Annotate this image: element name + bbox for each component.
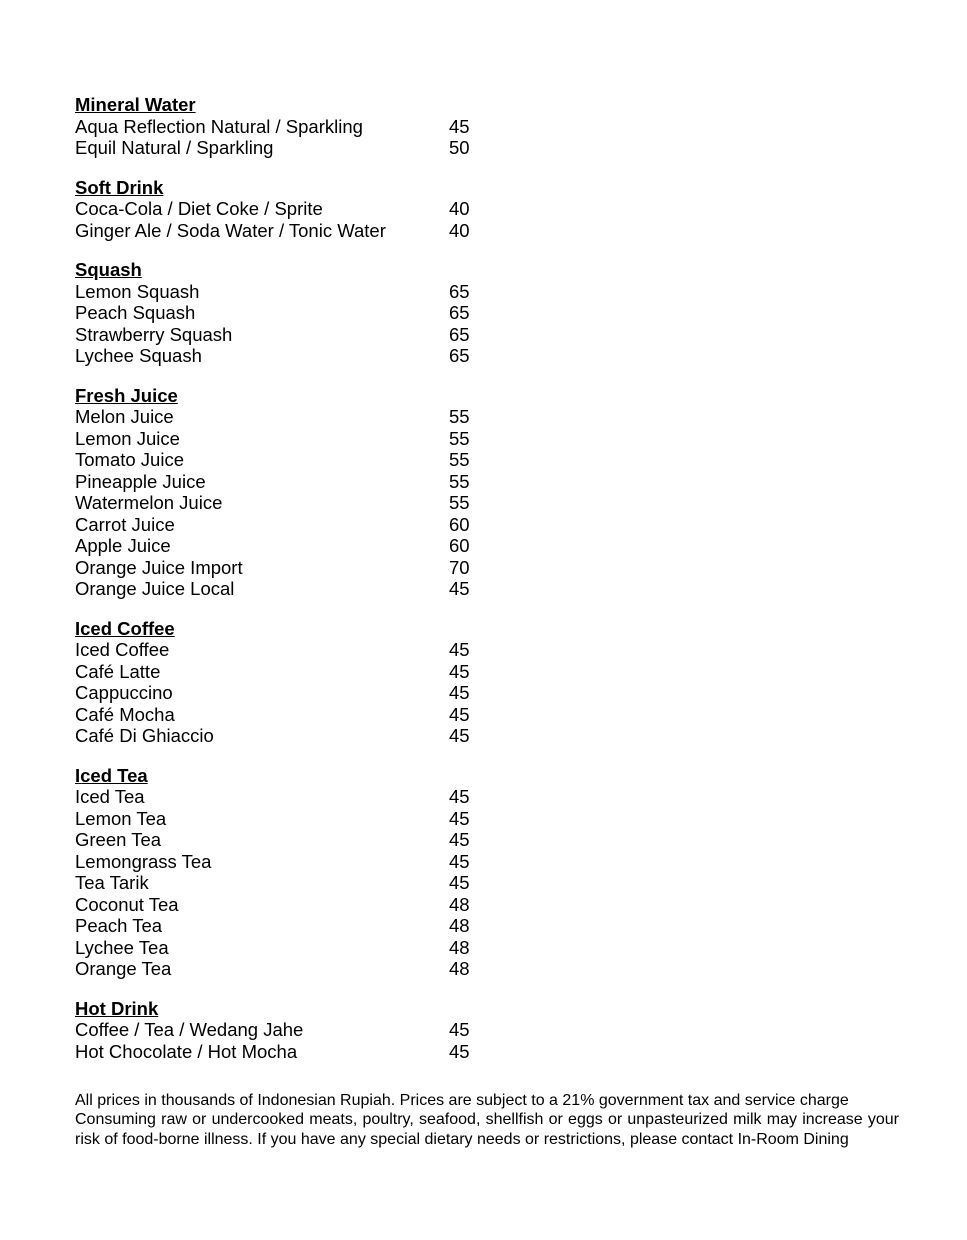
menu-section	[75, 765, 900, 980]
menu-item	[75, 428, 900, 450]
menu-item	[75, 808, 900, 830]
section-title: Fresh Juice	[75, 384, 178, 406]
item-price: 48	[449, 936, 470, 958]
section-title: Hot Drink	[75, 997, 159, 1019]
item-price: 60	[449, 513, 470, 535]
menu-section	[75, 618, 900, 747]
item-name: Peach Squash	[75, 302, 196, 323]
footer-health-note: Consuming raw or undercooked meats, poultry, seafood, shellfish or eggs or unpasteurized milk may increase your risk of food-borne illness. If you have any special dietary needs or restrictions, please contact In-Room Dining	[75, 1111, 899, 1148]
menu-item	[75, 535, 900, 557]
item-price: 45	[449, 786, 470, 807]
item-price: 65	[449, 345, 470, 366]
item-name: Peach Tea	[75, 915, 163, 936]
item-name: Equil Natural / Sparkling	[75, 137, 274, 158]
item-name: Green Tea	[75, 829, 162, 850]
menu-item	[75, 894, 900, 916]
item-price: 45	[449, 725, 470, 746]
menu-item	[75, 137, 900, 159]
menu-item	[75, 682, 900, 704]
menu-item	[75, 471, 900, 493]
menu-item	[75, 872, 900, 894]
section-title: Iced Tea	[75, 764, 148, 786]
item-price: 45	[449, 829, 470, 850]
menu-item	[75, 514, 900, 536]
item-price: 45	[449, 639, 470, 660]
item-name: Café Di Ghiaccio	[75, 725, 214, 746]
item-name: Ginger Ale / Soda Water / Tonic Water	[75, 219, 386, 241]
section-title: Squash	[75, 259, 142, 280]
item-price: 55	[449, 406, 470, 427]
menu-item	[75, 1041, 900, 1063]
item-name: Iced Coffee	[75, 639, 170, 660]
menu-item	[75, 302, 900, 324]
item-price: 50	[449, 137, 470, 158]
item-price: 40	[449, 219, 470, 241]
item-price: 45	[449, 872, 470, 893]
menu-item	[75, 915, 900, 937]
item-price: 55	[449, 449, 470, 470]
menu-item	[75, 661, 900, 683]
item-name: Coconut Tea	[75, 893, 179, 915]
menu-footer	[75, 1091, 899, 1149]
item-name: Melon Juice	[75, 406, 174, 427]
menu-item	[75, 198, 900, 220]
item-price: 45	[449, 807, 470, 829]
menu-item	[75, 492, 900, 514]
item-name: Café Mocha	[75, 703, 175, 725]
item-price: 55	[449, 427, 470, 449]
menu-item	[75, 324, 900, 346]
item-price: 65	[449, 323, 470, 345]
item-name: Lychee Tea	[75, 936, 169, 958]
menu-item	[75, 220, 900, 242]
item-name: Aqua Reflection Natural / Sparkling	[75, 115, 363, 137]
menu-item	[75, 958, 900, 980]
item-name: Cappuccino	[75, 682, 173, 703]
item-price: 45	[449, 703, 470, 725]
item-name: Hot Chocolate / Hot Mocha	[75, 1040, 298, 1062]
item-name: Coca-Cola / Diet Coke / Sprite	[75, 198, 323, 219]
menu-item	[75, 725, 900, 747]
menu-item	[75, 578, 900, 600]
item-price: 70	[449, 556, 470, 578]
item-name: Iced Tea	[75, 786, 145, 807]
item-price: 48	[449, 915, 470, 936]
item-price: 40	[449, 198, 470, 219]
item-name: Lychee Squash	[75, 345, 202, 366]
item-name: Lemongrass Tea	[75, 850, 212, 872]
item-name: Lemon Tea	[75, 807, 167, 829]
item-price: 45	[449, 115, 470, 137]
menu-item	[75, 281, 900, 303]
item-price: 45	[449, 660, 470, 682]
section-title: Iced Coffee	[75, 617, 175, 639]
menu-item	[75, 851, 900, 873]
item-name: Lemon Squash	[75, 280, 200, 302]
item-price: 65	[449, 302, 470, 323]
menu-section	[75, 259, 900, 367]
section-title: Soft Drink	[75, 176, 164, 198]
menu-section	[75, 94, 900, 159]
item-price: 45	[449, 850, 470, 872]
beverage-menu	[75, 94, 900, 1062]
menu-item	[75, 345, 900, 367]
item-name: Tea Tarik	[75, 872, 149, 893]
item-name: Pineapple Juice	[75, 470, 206, 492]
footer-price-note: All prices in thousands of Indonesian Rupiah. Prices are subject to a 21% government tax and service charge	[75, 1092, 849, 1109]
section-title: Mineral Water	[75, 94, 196, 115]
item-price: 45	[449, 682, 470, 703]
menu-item	[75, 639, 900, 661]
item-price: 55	[449, 492, 470, 513]
item-name: Coffee / Tea / Wedang Jahe	[75, 1019, 304, 1040]
menu-item	[75, 829, 900, 851]
menu-section	[75, 177, 900, 242]
item-price: 45	[449, 1019, 470, 1040]
item-name: Lemon Juice	[75, 427, 180, 449]
menu-item	[75, 116, 900, 138]
item-price: 45	[449, 578, 470, 599]
item-name: Carrot Juice	[75, 513, 175, 535]
menu-item	[75, 406, 900, 428]
item-name: Café Latte	[75, 660, 161, 682]
item-name: Tomato Juice	[75, 449, 184, 470]
item-name: Orange Juice Local	[75, 578, 235, 599]
menu-item	[75, 786, 900, 808]
menu-item	[75, 1019, 900, 1041]
menu-item	[75, 937, 900, 959]
item-price: 65	[449, 280, 470, 302]
item-name: Orange Tea	[75, 958, 172, 979]
item-name: Apple Juice	[75, 535, 171, 556]
menu-page	[75, 94, 900, 1080]
menu-section	[75, 998, 900, 1063]
menu-item	[75, 557, 900, 579]
item-price: 45	[449, 1040, 470, 1062]
menu-item	[75, 704, 900, 726]
item-price: 48	[449, 958, 470, 979]
menu-section	[75, 385, 900, 600]
item-price: 60	[449, 535, 470, 556]
menu-item	[75, 449, 900, 471]
item-price: 55	[449, 470, 470, 492]
item-name: Watermelon Juice	[75, 492, 223, 513]
item-price: 48	[449, 893, 470, 915]
item-name: Orange Juice Import	[75, 556, 243, 578]
item-name: Strawberry Squash	[75, 323, 233, 345]
